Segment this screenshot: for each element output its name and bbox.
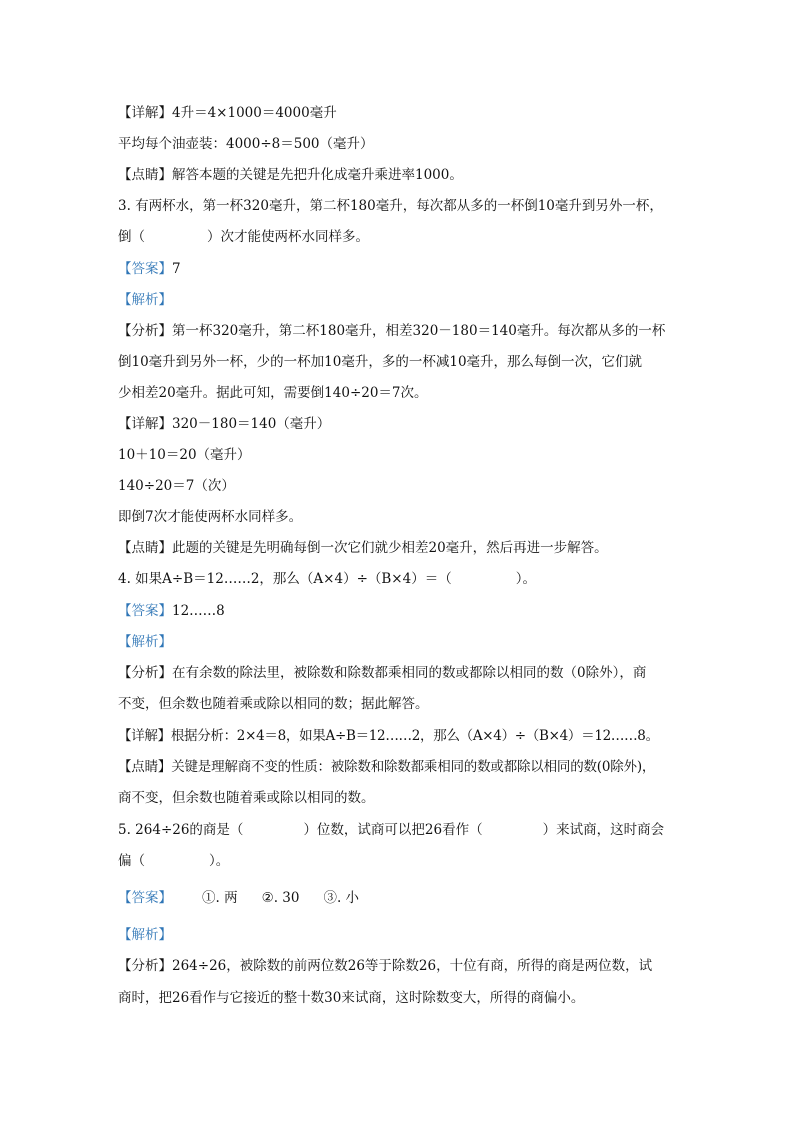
q5-stem-line-1 — [118, 821, 684, 839]
q3-answer-line — [118, 260, 684, 278]
q5-fenxi-line-1 — [118, 957, 684, 975]
q3-tip-line — [118, 539, 684, 557]
q3-detail-line-4: 即倒7次才能使两杯水同样多。 — [118, 509, 303, 525]
fenxi-tag: 【分析】 — [118, 323, 172, 339]
q3-analysis-tag: 【解析】 — [118, 292, 172, 308]
stem-text: ）。 — [209, 853, 230, 869]
q3-stem-line-2 — [118, 228, 684, 246]
q3-fenxi-line-2: 倒10毫升到另外一杯，少的一杯加10毫升，多的一杯减10毫升，那么每倒一次，它们就 — [118, 354, 643, 370]
answer-1: ①. 两 — [202, 890, 238, 906]
q4-answer-line — [118, 602, 684, 620]
q5-fenxi-line-2: 商时，把26看作与它接近的整十数30来试商，这时除数变大，所得的商偏小。 — [118, 990, 585, 1006]
stem-text: ）次才能使两杯水同样多。 — [207, 229, 369, 245]
fenxi-tag: 【分析】 — [118, 958, 172, 974]
tip-tag: 【点睛】 — [118, 540, 172, 556]
answer-value: 12……8 — [172, 603, 225, 619]
stem-text: 5. 264÷26的商是（ — [118, 822, 244, 838]
q4-tip-line-1 — [118, 758, 684, 776]
detail-text: 4升＝4×1000＝4000毫升 — [172, 105, 337, 121]
stem-text: ）来试商，这时商会 — [542, 822, 665, 838]
q3-fenxi-line-1 — [118, 322, 684, 340]
fenxi-text: 264÷26，被除数的前两位数26等于除数26，十位有商，所得的商是两位数，试 — [172, 958, 653, 974]
q4-analysis-tag: 【解析】 — [118, 634, 172, 650]
q2-detail-line-2: 平均每个油壶装：4000÷8＝500（毫升） — [118, 136, 374, 152]
stem-text: 4. 如果A÷B＝12……2，那么（A×4）÷（B×4）＝（ — [118, 571, 452, 587]
answer-3: ③. 小 — [323, 890, 360, 906]
q3-detail-line-1 — [118, 415, 684, 433]
tip-tag: 【点睛】 — [118, 759, 172, 775]
q2-detail-line — [118, 104, 684, 122]
q5-stem-line-2 — [118, 852, 684, 870]
tip-text: 此题的关键是先明确每倒一次它们就少相差20毫升，然后再进一步解答。 — [172, 540, 608, 556]
answer-tag: 【答案】 — [118, 603, 172, 619]
answer-tag: 【答案】 — [118, 890, 172, 906]
detail-tag: 【详解】 — [118, 416, 172, 432]
answer-tag: 【答案】 — [118, 261, 172, 277]
q3-detail-line-2: 10＋10＝20（毫升） — [118, 447, 251, 463]
detail-text: 根据分析：2×4＝8，如果A÷B＝12……2，那么（A×4）÷（B×4）＝12……8。 — [170, 728, 659, 744]
q5-answer-line — [118, 889, 684, 907]
q4-stem-line — [118, 570, 684, 588]
tip-text: 关键是理解商不变的性质：被除数和除数都乘相同的数或都除以相同的数(0除外)， — [171, 759, 656, 775]
tip-text: 解答本题的关键是先把升化成毫升乘进率1000。 — [172, 167, 463, 183]
detail-text: 320－180＝140（毫升） — [172, 416, 331, 432]
detail-tag: 【详解】 — [118, 105, 172, 121]
stem-text: 偏（ — [118, 853, 145, 869]
q3-stem-line-1: 3. 有两杯水，第一杯320毫升，第二杯180毫升，每次都从多的一杯倒10毫升到另外一杯， — [118, 198, 663, 214]
q4-tip-line-2: 商不变，但余数也随着乘或除以相同的数。 — [118, 790, 375, 806]
q4-fenxi-line-2: 不变，但余数也随着乘或除以相同的数；据此解答。 — [118, 696, 429, 712]
stem-text: 倒（ — [118, 229, 145, 245]
q3-fenxi-line-3: 少相差20毫升。据此可知，需要倒140÷20＝7次。 — [118, 385, 428, 401]
q5-analysis-tag: 【解析】 — [118, 927, 172, 943]
answer-2: ②. 30 — [261, 890, 300, 906]
fenxi-text: 第一杯320毫升，第二杯180毫升，相差320－180＝140毫升。每次都从多的一杯 — [172, 323, 666, 339]
answer-value: 7 — [172, 261, 181, 277]
fenxi-text: 在有余数的除法里，被除数和除数都乘相同的数或都除以相同的数（0除外），商 — [172, 665, 647, 681]
q3-detail-line-3: 140÷20＝7（次） — [118, 478, 235, 494]
stem-text: ）位数，试商可以把26看作（ — [303, 822, 483, 838]
q4-detail-line — [118, 727, 684, 745]
fenxi-tag: 【分析】 — [118, 665, 172, 681]
q2-tip-line — [118, 166, 684, 184]
stem-text: ）。 — [515, 571, 536, 587]
detail-tag: 【详解】 — [118, 728, 171, 744]
tip-tag: 【点睛】 — [118, 167, 172, 183]
q4-fenxi-line-1 — [118, 664, 684, 682]
